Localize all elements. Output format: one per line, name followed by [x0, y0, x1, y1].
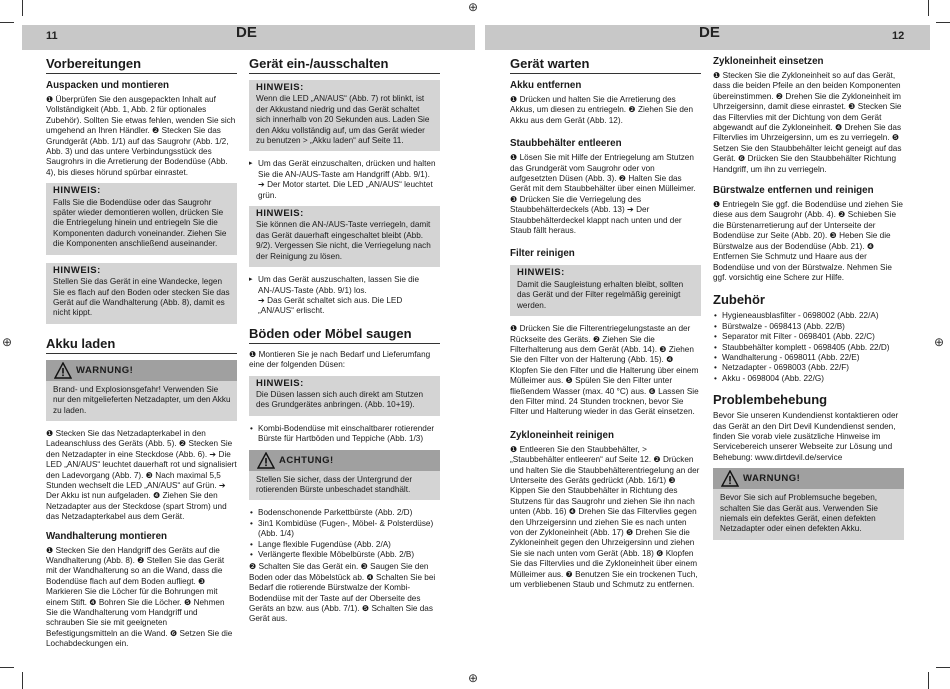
step-item: ▸ Um das Gerät auszuschalten, lassen Sie die AN-/AUS-Taste (Abb. 9/1) los.	[249, 275, 440, 296]
warning-icon	[54, 362, 72, 379]
step-result: ➔ Das Gerät schaltet sich aus. Die LED „AN/AUS“ erlischt.	[258, 295, 403, 316]
note-box	[510, 265, 701, 316]
registration-mark-icon: ⊕	[468, 0, 479, 14]
nozzle-list	[249, 508, 440, 560]
note-text: Stellen Sie das Gerät in eine Wandecke, legen Sie es flach auf den Boden oder stecken Sie das Gerät auf die Wandhalterung (Abb. 8), damit es nicht kippt.	[53, 277, 230, 318]
note-box	[249, 206, 440, 267]
note-text: Sie können die AN-/AUS-Taste verriegeln, damit das Gerät dauerhaft eingeschaltet bleibt (Abb. 9/2). Vergessen Sie nicht, die Verriegelung nach der Reinigung zu lösen.	[256, 220, 431, 261]
heading-zubehoer: Zubehör	[713, 292, 765, 308]
text-auspacken: ❶ Überprüfen Sie den ausgepackten Inhalt auf Vollständigkeit (Abb. 1, Abb. 2 für optionales Zubehör). Sollten Sie etwas fehlen, wenden Sie sich umgehend an Ihren Händler. ❷ Stecken Sie das Grundgerät (Abb. 1/1) auf das Saugrohr (Abb. 1/2, Abb. 3) und das untere Verbindungsstück des Saugrohrs in die Arretierung der Bodendüse (Abb. 4), bis dieses hörund spürbar einrastet.	[46, 95, 236, 177]
caution-title: ACHTUNG!	[279, 454, 334, 466]
crop-mark	[928, 0, 929, 16]
text-saugen: ❷ Schalten Sie das Gerät ein. ❸ Saugen Sie den Boden oder das Möbelstück ab. ❹ Schalten Sie bei Bedarf die rotierende Bürstwalze der Kombi-Bodendüse mit der Taste auf der Oberseite des Geräts an bzw. aus (Abb. 7/1). ❺ Schalten Sie das Gerät aus.	[249, 562, 436, 624]
warning-text: Bevor Sie sich auf Problemsuche begeben, schalten Sie das Gerät aus. Verwenden Sie niemals ein defektes Gerät, einen defekten Netzadapter oder einen defekten Akku.	[720, 493, 878, 534]
registration-mark-icon: ⊕	[2, 335, 13, 349]
crop-mark	[22, 0, 23, 16]
heading-akku-entfernen: Akku entfernen	[510, 80, 582, 91]
note-title: HINWEIS:	[53, 264, 101, 276]
text-akku-laden: ❶ Stecken Sie das Netzadapterkabel in den Ladeanschluss des Geräts (Abb. 5). ❷ Stecken Sie den Netzadapter in eine Steckdose (Abb. 6). ➔ Die LED „AN/AUS“ leuchtet dauerhaft rot und signalisiert den Ladevorgang (Abb. 7). ❸ Nach maximal 5,5 Stunden wechselt die LED „AN/AUS“ auf Grün. ➔ Der Akku ist nun aufgeladen. ❹ Ziehen Sie den Netzadapter aus der Steckdose (spart Strom) und das Netzadapterkabel aus dem Gerät.	[46, 428, 237, 522]
registration-mark-icon: ⊕	[934, 335, 945, 349]
warning-title: WARNUNG!	[76, 364, 134, 376]
note-box	[46, 183, 237, 254]
note-text: Falls Sie die Bodendüse oder das Saugrohr später wieder demontieren wollen, drücken Sie die Entriegelung hinein und entriegeln Sie die Komponenten dadurch voneinander. Ziehen Sie die Komponenten anschließend auseinander.	[53, 197, 227, 249]
nozzle-list	[249, 424, 440, 445]
text-zyklon-reinigen: ❶ Entleeren Sie den Staubbehälter, > „Staubbehälter entleeren“ auf Seite 12. ❷ Drücken und halten Sie die Staubbehälterentriegelung an der Unterseite des Geräts gedrückt (Abb. 16/1) ❸ Kippen Sie den Staubbehälter in Richtung des Stutzens für das Saugrohr und ziehen Sie ihn nach unten (Abb. 16) ❹ Drehen Sie das Filtervlies gegen den Uhrzeigersinn und ziehen Sie es nach unten von der Zykloneinheit (Abb. 17) ❺ Drehen Sie die Zykloneinheit gegen den Uhrzeigersinn und ziehen Sie sie nach unten vom Gerät (Abb. 18) ❻ Klopfen Sie das Filtervlies und die Zykloneinheit über einem Mülleimer aus. ❼ Benutzen Sie ein trockenen Tuch, um verbliebenen Staub und Schmutz zu entfernen.	[510, 444, 700, 590]
heading-problembehebung: Problembehebung	[713, 392, 828, 408]
heading-warten: Gerät warten	[510, 56, 701, 74]
list-item: • Bodenschonende Parkettbürste (Abb. 2/D)	[249, 508, 440, 518]
list-item: • Verlängerte flexible Möbelbürste (Abb. 2/B)	[249, 550, 440, 560]
step-item: ▸ Um das Gerät einzuschalten, drücken und halten Sie die AN-/AUS-Taste am Handgriff (Abb. 9/1).	[249, 159, 440, 180]
text-wandhalterung: ❶ Stecken Sie den Handgriff des Geräts auf die Wandhalterung (Abb. 8). ❷ Stellen Sie das Gerät mit der Wandhalterung so an die Wand, dass die Bodendüse flach auf dem Boden aufliegt. ❸ Markieren Sie die Löcher für die Bohrungen mit einem Stift. ❹ Bohren Sie die Löcher. ❺ Nehmen Sie die Wandhalterung vom Handgriff und schrauben Sie sie mit geeigneten Befestigungsmitteln an die Wand. ❻ Setzen Sie die Lochabdeckungen ein.	[46, 545, 233, 649]
crop-mark	[0, 667, 14, 668]
heading-filter: Filter reinigen	[510, 248, 575, 260]
list-item: • Separator mit Filter - 0698401 (Abb. 22/C)	[713, 332, 904, 342]
language-tag-left: DE	[236, 24, 257, 41]
column-4	[713, 56, 904, 548]
text-akku-entfernen: ❶ Drücken und halten Sie die Arretierung des Akkus, um diesen zu entriegeln. ❷ Ziehen Sie den Akku aus dem Gerät (Abb. 12).	[510, 95, 694, 125]
heading-ein-aus: Gerät ein-/ausschalten	[249, 56, 440, 74]
list-item: • Kombi-Bodendüse mit einschaltbarer rotierender Bürste für Hartböden und Teppiche (Abb. 1/3)	[249, 424, 440, 445]
note-title: HINWEIS:	[256, 82, 304, 93]
language-tag-right: DE	[699, 24, 720, 41]
accessory-list	[713, 311, 904, 384]
note-title: HINWEIS:	[256, 377, 304, 389]
list-item: • Lange flexible Fugendüse (Abb. 2/A)	[249, 540, 440, 550]
list-item: • 3in1 Kombidüse (Fugen-, Möbel- & Polsterdüse) (Abb. 1/4)	[249, 519, 440, 540]
heading-boeden: Böden oder Möbel saugen	[249, 326, 440, 344]
note-title: HINWEIS:	[53, 185, 101, 197]
column-2	[249, 56, 440, 627]
step-list	[249, 159, 440, 180]
list-item: • Netzadapter - 0698003 (Abb. 22/F)	[713, 363, 904, 373]
list-item: • Bürstwalze - 0698413 (Abb. 22/B)	[713, 322, 904, 332]
crop-mark	[22, 672, 23, 689]
list-item: • Hygieneausblasfilter - 0698002 (Abb. 22/A)	[713, 311, 904, 321]
warning-box	[713, 468, 904, 540]
heading-staubbehaelter: Staubbehälter entleeren	[510, 138, 622, 150]
caution-box	[249, 450, 440, 501]
warning-title: WARNUNG!	[743, 473, 801, 485]
heading-wandhalterung: Wandhalterung montieren	[46, 530, 168, 542]
note-box	[249, 80, 440, 151]
note-text: Wenn die LED „AN/AUS“ (Abb. 7) rot blinkt, ist der Akkustand niedrig und das Gerät schaltet sich innerhalb von 20 Sekunden aus. Laden Sie den Akku vollständig auf, um das Gerät wieder zu benutzen > „Akku laden“ auf Seite 11.	[256, 94, 430, 146]
text-buerstwalze: ❶ Entriegeln Sie ggf. die Bodendüse und ziehen Sie diese aus dem Saugrohr (Abb. 4). ❷ Schieben Sie die Bürstenarretierung auf der Unterseite der Bodendüse zur Seite (Abb. 20). ❸ Heben Sie die Bürstwalze aus der Bodendüse (Abb. 21). ❹ Entfernen Sie Schmutz und Haare aus der Bodendüse und von der Bürstwalze. Nehmen Sie ggf. vorsichtig eine Schere zur Hilfe.	[713, 200, 903, 282]
heading-buerstwalze: Bürstwalze entfernen und reinigen	[713, 185, 874, 197]
list-item: • Akku - 0698004 (Abb. 22/G)	[713, 374, 904, 384]
page-number-right: 12	[892, 30, 905, 42]
caution-text: Stellen Sie sicher, dass der Untergrund der rotierenden Bürste unbeschadet standhält.	[256, 474, 413, 494]
crop-mark	[928, 672, 929, 689]
note-box	[249, 376, 440, 416]
crop-mark	[0, 22, 14, 23]
heading-akku-laden: Akku laden	[46, 336, 237, 354]
note-title: HINWEIS:	[517, 267, 565, 279]
registration-mark-icon: ⊕	[468, 671, 479, 685]
note-text: Damit die Saugleistung erhalten bleibt, sollten das Gerät und der Filter regelmäßig gereinigt werden.	[517, 279, 684, 310]
warning-icon	[721, 470, 739, 487]
text-zyklon-einsetzen: ❶ Stecken Sie die Zykloneinheit so auf das Gerät, dass die beiden Pfeile an den beiden Komponenten übereinstimmen. ❷ Drehen Sie die Zykloneinheit im Uhrzeigersinn, damit diese einrastet. ❸ Stecken Sie das Filtervlies mit der Dichtung von dem Gerät abgewandt auf die Zykloneinheit. ❹ Drehen Sie das Filtervlies im Uhrzeigersinn, um es zu verriegeln. ❺ Setzen Sie den Staubbehälter leicht geneigt auf das Gerät. ❻ Drücken Sie den Staubbehälter Richtung Handgriff, um ihn zu verriegeln.	[713, 71, 902, 174]
text-filter: ❶ Drücken Sie die Filterentriegelungstaste an der Rückseite des Geräts. ❷ Ziehen Sie die Filterhalterung aus dem Gerät (Abb. 14). ❸ Ziehen Sie den Filter von der Halterung (Abb. 15). ❹ Klopfen Sie den Filter und die Halterung über einem Mülleimer aus. ❺ Spülen Sie den Filter unter fließendem Wasser (max. 40 °C) aus. ❻ Lassen Sie den Filter mind. 24 Stunden trocknen, bevor Sie Filter und Halterung wieder in das Gerät einsetzen.	[510, 324, 699, 417]
text-problembehebung: Bevor Sie unseren Kundendienst kontaktieren oder das Gerät an den Dirt Devil Kundendienst senden, finden Sie vorab viele zusätzliche Hinweise im Servicebereich unserer Webseite zur Lösung und Behebung: www.dirtdevil.de/service	[713, 411, 899, 462]
warning-icon	[257, 452, 275, 469]
text-boeden: ❶ Montieren Sie je nach Bedarf und Lieferumfang eine der folgenden Düsen:	[249, 349, 431, 370]
heading-auspacken: Auspacken und montieren	[46, 80, 170, 91]
warning-text: Brand- und Explosionsgefahr! Verwenden Sie nur den mitgelieferten Netzadapter, um den Akku zu laden.	[53, 384, 231, 415]
heading-vorbereitungen: Vorbereitungen	[46, 56, 237, 74]
list-item: • Wandhalterung - 0698011 (Abb. 22/E)	[713, 353, 904, 363]
step-result: ➔ Der Motor startet. Die LED „AN/AUS“ leuchtet grün.	[258, 180, 433, 200]
note-title: HINWEIS:	[256, 208, 304, 220]
note-text: Die Düsen lassen sich auch direkt am Stutzen des Grundgerätes anbringen. (Abb. 10+19).	[256, 389, 424, 410]
note-box	[46, 263, 237, 324]
crop-mark	[936, 667, 950, 668]
list-item: • Staubbehälter komplett - 0698405 (Abb. 22/D)	[713, 343, 904, 353]
step-list	[249, 275, 440, 296]
page-number-left: 11	[46, 30, 58, 42]
heading-zyklon-reinigen: Zykloneinheit reinigen	[510, 429, 614, 441]
crop-mark	[936, 22, 950, 23]
heading-zyklon-einsetzen: Zykloneinheit einsetzen	[713, 56, 824, 67]
column-1	[46, 56, 237, 652]
column-3	[510, 56, 701, 592]
warning-box	[46, 360, 237, 421]
text-staubbehaelter: ❶ Lösen Sie mit Hilfe der Entriegelung am Stutzen das Grundgerät vom Saugrohr oder von aufgesetzten Düsen (Abb. 3). ❷ Halten Sie das Gerät mit dem Staubbehälter über einen Mülleimer. ❸ Drücken Sie die Verriegelung des Staubbehälterdeckels (Abb. 13) ➔ Der Staubbehälterdeckel klappt nach unten und der Staub fällt heraus.	[510, 153, 696, 236]
